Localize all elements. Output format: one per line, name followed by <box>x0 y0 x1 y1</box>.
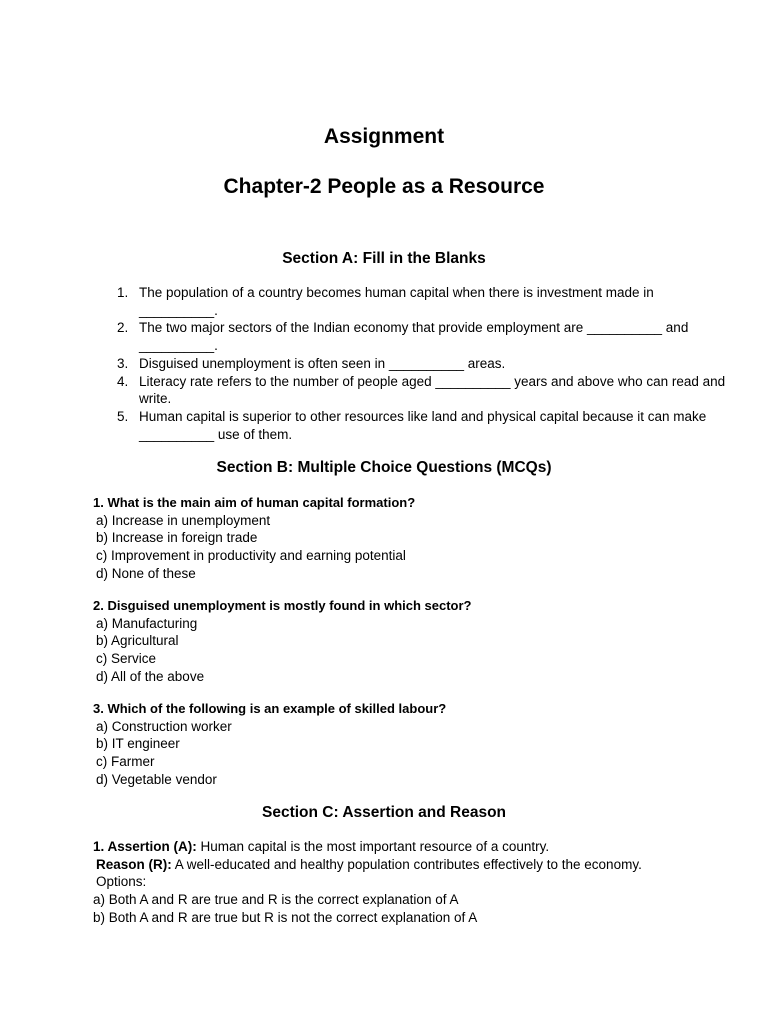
question-text: 2. Disguised unemployment is mostly found in which sector? <box>93 598 472 613</box>
section-a-heading: Section A: Fill in the Blanks <box>282 250 486 267</box>
option: a) Both A and R are true and R is the correct explanation of A <box>93 892 459 908</box>
fill-blanks-list <box>92 284 729 443</box>
option: c) Service <box>96 651 157 667</box>
list-item: Disguised unemployment is often seen in __________ areas. <box>139 355 506 371</box>
section-b-heading: Section B: Multiple Choice Questions (MCQs) <box>216 459 552 476</box>
reason-text: A well-educated and healthy population contributes effectively to the economy. <box>171 856 642 872</box>
list-item: Human capital is superior to other resources like land and physical capital because it can make __________ use of them. <box>139 408 707 442</box>
mcq-question-1 <box>93 494 693 583</box>
option: d) Vegetable vendor <box>96 771 217 787</box>
list-item: The two major sectors of the Indian economy that provide employment are __________ and __________. <box>139 320 689 354</box>
option: b) Agricultural <box>96 633 179 649</box>
section-c-heading: Section C: Assertion and Reason <box>261 804 507 821</box>
option: a) Construction worker <box>96 718 232 734</box>
assertion-reason-block <box>93 838 693 927</box>
option: d) All of the above <box>96 668 205 684</box>
question-text: 1. What is the main aim of human capital formation? <box>93 495 416 510</box>
option: c) Farmer <box>96 754 155 770</box>
options-label: Options: <box>96 874 147 890</box>
option: a) Increase in unemployment <box>96 512 271 528</box>
assertion-label: 1. Assertion (A): <box>93 839 197 854</box>
reason-line <box>93 856 693 874</box>
mcq-question-2 <box>93 597 693 686</box>
option: d) None of these <box>96 565 196 581</box>
option: b) Increase in foreign trade <box>96 530 258 546</box>
option: b) Both A and R are true but R is not the correct explanation of A <box>93 909 478 925</box>
assertion-text: Human capital is the most important resource of a country. <box>196 839 550 854</box>
option: b) IT engineer <box>96 736 180 752</box>
reason-label: Reason (R): <box>96 856 172 872</box>
option: c) Improvement in productivity and earning potential <box>96 548 406 564</box>
page-title: Assignment <box>323 125 445 148</box>
assertion-line <box>93 838 693 856</box>
mcq-question-3 <box>93 700 693 789</box>
option: a) Manufacturing <box>96 615 198 631</box>
list-item: The population of a country becomes human capital when there is investment made in __________. <box>139 285 654 318</box>
question-text: 3. Which of the following is an example of skilled labour? <box>93 701 447 716</box>
list-item: Literacy rate refers to the number of people aged __________ years and above who can read and write. <box>139 373 726 407</box>
chapter-title: Chapter-2 People as a Resource <box>223 175 545 198</box>
